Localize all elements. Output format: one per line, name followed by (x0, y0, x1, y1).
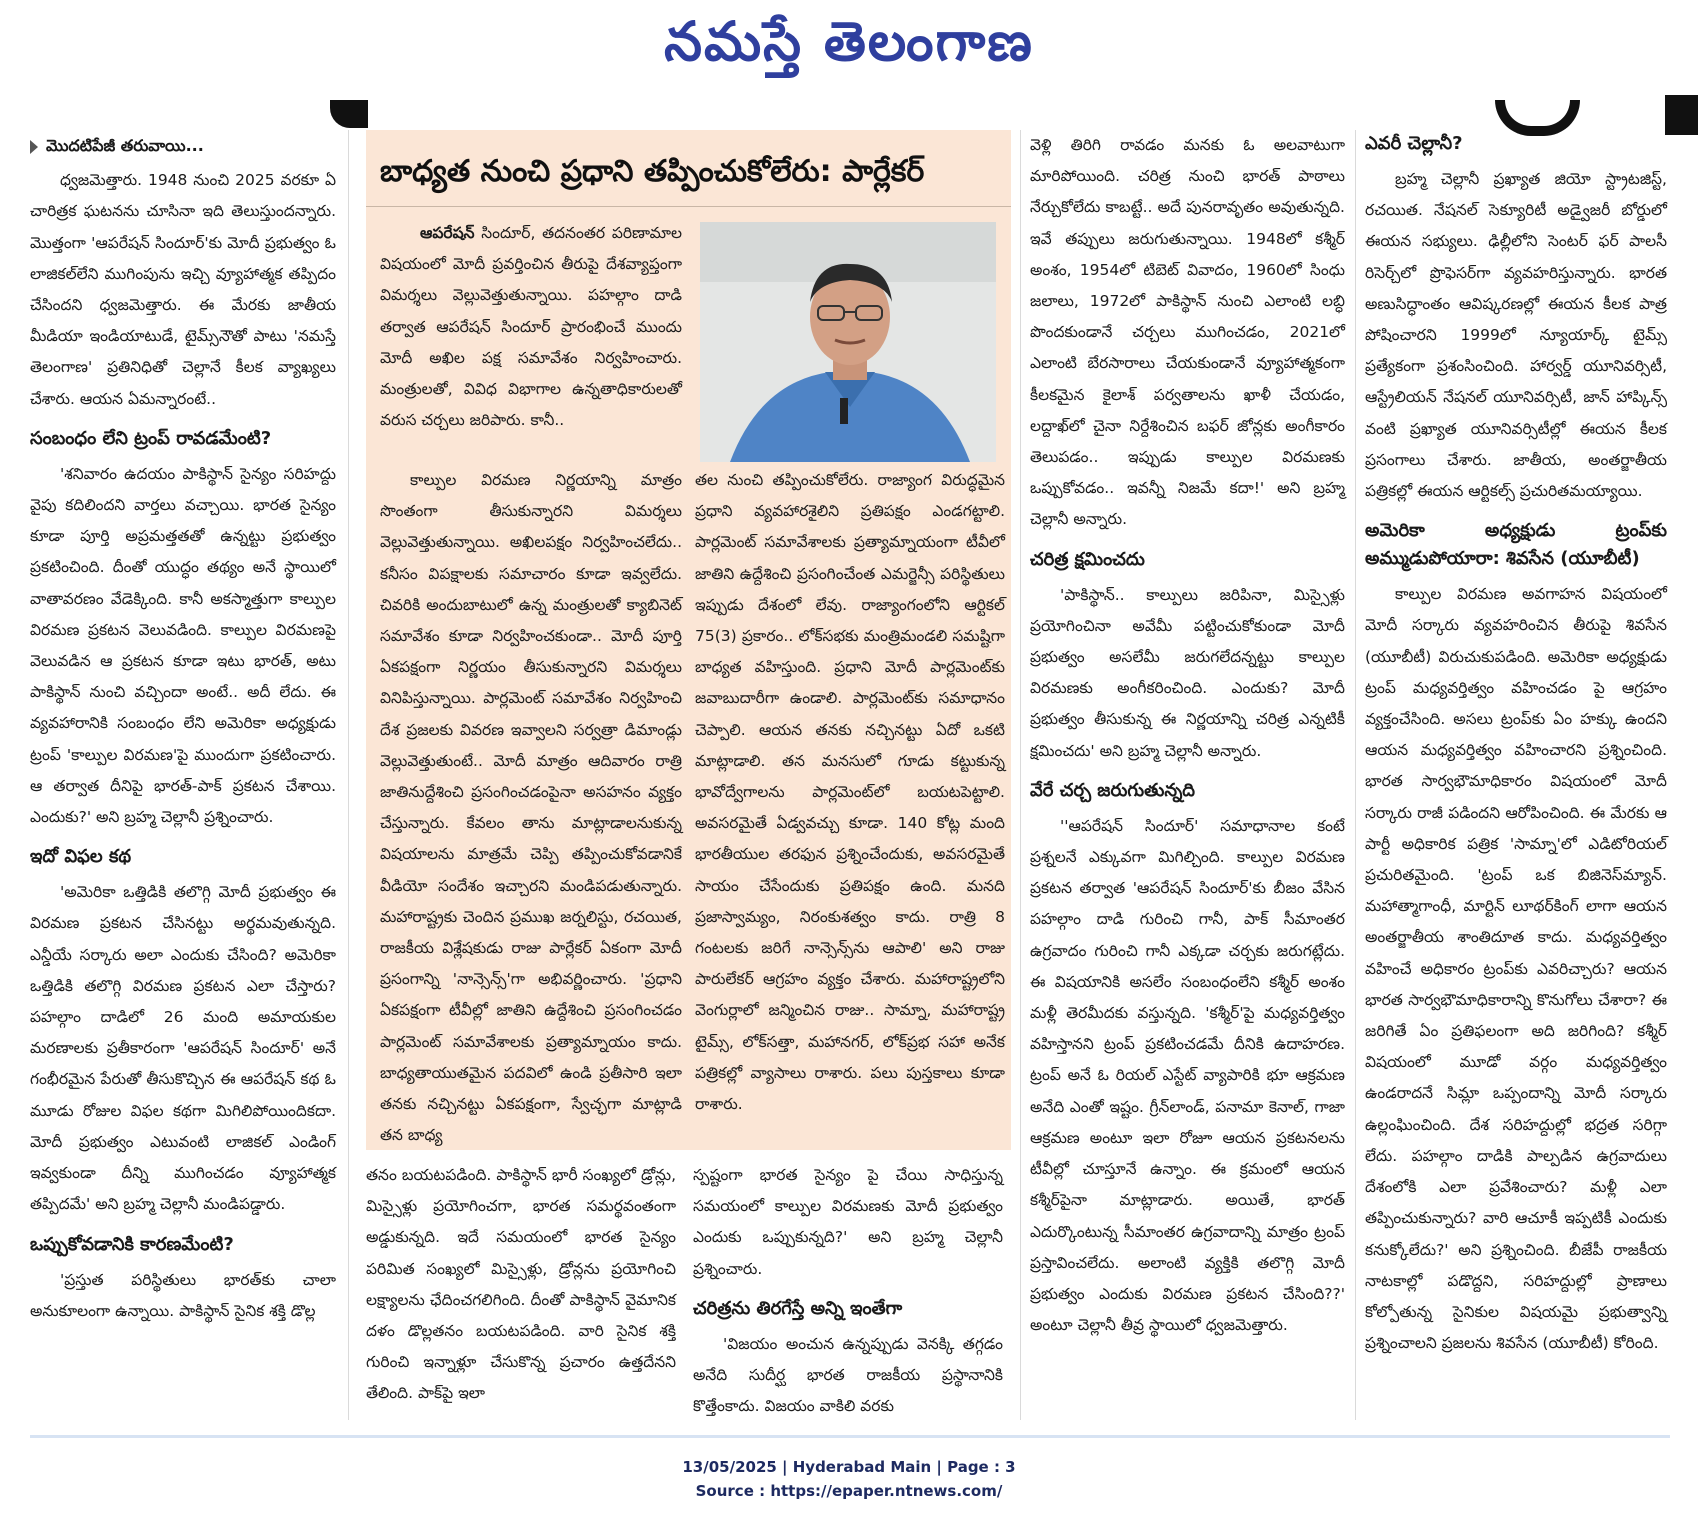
portrait-illustration (700, 222, 996, 462)
column-1 (30, 130, 336, 1327)
page-footer (0, 1455, 1698, 1503)
portrait-photo (700, 222, 996, 462)
subheading: వేరే చర్చ జరుగుతున్నది (1030, 779, 1196, 801)
footer-rule (30, 1435, 1670, 1438)
paragraph: 'విజయం అంచున ఉన్నప్పుడు వెనక్కి తగ్గడం అనేది సుదీర్ఘ భారత రాజకీయ ప్రస్థానానికి కొత్తేంకాదు. విజయం వాకిలి వరకు (693, 1334, 1003, 1416)
paragraph: స్పష్టంగా భారత సైన్యం పై చేయి సాధిస్తున్న సమయంలో కాల్పుల విరమణకు మోదీ ప్రభుత్వం ఎందుకు ఒప్పుకున్నది?' అని బ్రహ్మ చెల్లానీ ప్రశ్నించారు. (693, 1166, 1003, 1278)
lead-paragraph: ఆపరేషన్ సిందూర్, తదనంతర పరిణామాల విషయంలో మోదీ ప్రవర్తించిన తీరుపై దేశవ్యాప్తంగా విమర్శలు వెల్లువెత్తుతున్నాయి. పహల్గాం దాడి తర్వాత ఆపరేషన్ సిందూర్ ప్రారంభించే ముందు మోదీ అఖిల పక్ష సమావేశం నిర్వహించారు. మంత్రులతో, వివిధ విభాగాల ఉన్నతాధికారులతో వరుస చర్చలు జరిపారు. కానీ.. (380, 224, 682, 430)
subheading: ఇదో విఫల కథ (30, 846, 132, 868)
paragraph: బ్రహ్మ చెల్లానీ ప్రఖ్యాత జియో స్ట్రాటజిస్ట్, రచయిత. నేషనల్ సెక్యూరిటీ అడ్వైజరీ బోర్డులో ఈయన సభ్యులు. ఢిల్లీలోని సెంటర్ ఫర్ పాలసీ రిసెర్చ్‌లో ప్రొఫెసర్‌గా వ్యవహరిస్తున్నారు. భారత అణుసిద్ధాంతం ఆవిష్కరణల్లో ఈయన కీలక పాత్ర పోషించారని 1999లో న్యూయార్క్ టైమ్స్ ప్రత్యేకంగా ప్రశంసించింది. హార్వర్డ్ యూనివర్సిటీ, ఆస్ట్రేలియన్ నేషనల్ యూనివర్సిటీ, జాన్ హాప్కిన్స్ వంటి ప్రఖ్యాత యూనివర్సిటీల్లో ఈయన కీలక ప్రసంగాలు చేశారు. జాతీయ, అంతర్జాతీయ పత్రికల్లో ఈయన ఆర్టికల్స్ ప్రచురితమయ్యాయి. (1365, 170, 1667, 501)
subheading: ఒప్పుకోవడానికి కారణమేంటి? (30, 1233, 234, 1255)
arrow-icon (30, 140, 38, 154)
column-5 (1365, 130, 1667, 1359)
subheading: సంబంధం లేని ట్రంప్ రావడమేంటి? (30, 427, 272, 449)
paragraph: వెళ్లి తిరిగి రావడం మనకు ఓ అలవాటుగా మారిపోయింది. చరిత్ర నుంచి భారత్ పాఠాలు నేర్చుకోలేదు కాబట్టే.. అదే పునరావృతం అవుతున్నది. ఇవే తప్పులు జరుగుతున్నాయి. 1948లో కశ్మీర్ అంశం, 1954లో టిబెట్ వివాదం, 1960లో సింధు జలాలు, 1972లో పాకిస్థాన్ నుంచి ఎలాంటి లబ్ధి పొందకుండానే చర్చలు ముగించడం, 2021లో ఎలాంటి బేరసారాలు చేయకుండానే వ్యూహాత్మకంగా కీలకమైన కైలాశ్ పర్వతాలను ఖాళీ చేయడం, లద్దాఖ్‌లో చైనా నిర్దేశించిన బఫర్ జోన్లకు అంగీకారం తెలుపడం.. ఇప్పుడు కాల్పుల విరమణకు ఒప్పుకోవడం.. ఇవన్నీ నిజమే కదా!' అని బ్రహ్మ చెల్లానీ అన్నారు. (1030, 136, 1345, 529)
paragraph: కాల్పుల విరమణ అవగాహన విషయంలో మోదీ సర్కారు వ్యవహరించిన తీరుపై శివసేన (యూబీటీ) విరుచుకుపడింది. అమెరికా అధ్యక్షుడు ట్రంప్ మధ్యవర్తిత్వం వహించడం పై ఆగ్రహం వ్యక్తంచేసింది. అసలు ట్రంప్‌కు ఏం హక్కు ఉందని ఆయన మధ్యవర్తిత్వం వహించారని ప్రశ్నించింది. భారత సార్వభౌమాధికారం విషయంలో మోదీ సర్కారు రాజీ పడిందని ఆరోపించింది. ఈ మేరకు ఆ పార్టీ అధికారిక పత్రిక 'సామ్నా'లో ఎడిటోరియల్ ప్రచురితమైంది. 'ట్రంప్ ఒక బిజినెస్‌మ్యాన్. మహాత్మాగాంధీ, మార్టిన్ లూథర్‌కింగ్ లాగా ఆయన అంతర్జాతీయ శాంతిదూత కాదు. మధ్యవర్తిత్వం వహించే అధికారం ట్రంప్‌కు ఎవరిచ్చారు? ఆయన భారత సార్వభౌమాధికారాన్ని కొనుగోలు చేశారా? ఈ జరిగితే ఏం ప్రతిఫలంగా అది జరిగింది? కశ్మీర్ విషయంలో మూడో వర్గం మధ్యవర్తిత్వం ఉండరాదనే సిమ్లా ఒప్పందాన్ని మోదీ సర్కారు ఉల్లంఘించింది. దేశ సరిహద్దుల్లో భద్రత సరిగ్గా లేదు. పహల్గాం దాడికి పాల్పడిన ఉగ్రవాదులు దేశంలోకి ఎలా ప్రవేశించారు? మళ్లీ ఎలా తప్పించుకున్నారు? వారి ఆచూకీ ఇప్పటికీ ఎందుకు కనుక్కోలేదు?' అని ప్రశ్నించింది. బీజేపీ రాజకీయ నాటకాల్లో పడొద్దని, సరిహద్దుల్లో ప్రాణాలు కోల్పోతున్న సైనికుల విషయమై ప్రభుత్వాన్ని ప్రశ్నించాలని ప్రజలను శివసేన (యూబీటీ) కోరింది. (1365, 585, 1667, 1353)
column-divider (1020, 130, 1021, 1420)
paragraph: కాల్పుల విరమణ నిర్ణయాన్ని మాత్రం సొంతంగా తీసుకున్నారని విమర్శలు వెల్లువెత్తుతున్నాయి. అఖిలపక్షం నిర్వహించలేదు.. కనీసం విపక్షాలకు సమాచారం కూడా ఇవ్వలేదు. చివరికి అందుబాటులో ఉన్న మంత్రులతో క్యాబినెట్ సమావేశం కూడా నిర్వహించకుండా.. మోదీ పూర్తి ఏకపక్షంగా నిర్ణయం తీసుకున్నారని విమర్శలు వినిపిస్తున్నాయి. పార్లమెంట్ సమావేశం నిర్వహించి దేశ ప్రజలకు వివరణ ఇవ్వాలని సర్వత్రా డిమాండ్లు వెల్లువెత్తుతుంటే.. మోదీ మాత్రం ఆదివారం రాత్రి జాతినుద్దేశించి ప్రసంగించడంపైనా అసహనం వ్యక్తం చేస్తున్నారు. కేవలం తాను మాట్లాడాలనుకున్న విషయాలను మాత్రమే చెప్పి తప్పించుకోవడానికే వీడియో సందేశం ఇచ్చారని మండిపడుతున్నారు. మహారాష్ట్రకు చెందిన ప్రముఖ జర్నలిస్టు, రచయిత, రాజకీయ విశ్లేషకుడు రాజు పార్లేకర్ ఏకంగా మోదీ ప్రసంగాన్ని 'నాన్సెన్స్'గా అభివర్ణించారు. 'ప్రధాని ఏకపక్షంగా టీవీల్లో జాతిని ఉద్దేశించి ప్రసంగించడం పార్లమెంట్ సమావేశాలకు ప్రత్యామ్నాయం కాదు. బాధ్యతాయుతమైన పదవిలో ఉండి ప్రతీసారి ఇలా తనకు నచ్చినట్టు ఏకపక్షంగా, స్వేచ్ఛగా మాట్లాడి తన బాధ్య (380, 471, 682, 1145)
continued-from-front-page: మొదటిపేజీ తరువాయి... (30, 130, 336, 161)
box-column-2 (695, 465, 1005, 1120)
paragraph: 'శనివారం ఉదయం పాకిస్థాన్ సైన్యం సరిహద్దు వైపు కదిలిందని వార్తలు వచ్చాయి. భారత సైన్యం కూడా పూర్తి అప్రమత్తతతో ఉన్నట్టు ప్రభుత్వం ప్రకటించింది. దీంతో యుద్ధం తథ్యం అనే స్థాయిలో వాతావరణం వేడెక్కింది. కానీ అకస్మాత్తుగా కాల్పుల విరమణ ప్రకటన వెలువడింది. కాల్పుల విరమణపై వెలువడిన ఆ ప్రకటన కూడా ఇటు భారత్, అటు పాకిస్థాన్ నుంచి వచ్చిందా అంటే.. అదీ లేదు. ఈ వ్యవహారానికి సంబంధం లేని అమెరికా అధ్యక్షుడు ట్రంప్ 'కాల్పుల విరమణ'పై ముందుగా ప్రకటించారు. ఆ తర్వాత దీనిపై భారత్-పాక్ ప్రకటన చేశాయి. ఎందుకు?' అని బ్రహ్మ చెల్లానీ ప్రశ్నించారు. (30, 464, 336, 827)
headline-rule (366, 206, 1011, 207)
paragraph: ధ్వజమెత్తారు. 1948 నుంచి 2025 వరకూ ఏ చారిత్రక ఘటనను చూసినా ఇది తెలుస్తుందన్నారు. మొత్తంగా 'ఆపరేషన్ సిందూర్'కు మోదీ ప్రభుత్వం ఓ లాజికల్‌లేని ముగింపును ఇచ్చి వ్యూహాత్మక తప్పిదం చేసిందని ధ్వజమెత్తారు. ఈ మేరకు జాతీయ మీడియా ఇండియాటుడే, టైమ్స్‌నౌతో పాటు 'నమస్తే తెలంగాణ' ప్రతినిధితో చెల్లానే కీలక వ్యాఖ్యలు చేశారు. ఆయన ఏమన్నారంటే.. (30, 171, 336, 408)
paragraph: 'పాకిస్థాన్.. కాల్పులు జరిపినా, మిస్సైళ్లు ప్రయోగించినా అవేమీ పట్టించుకోకుండా మోదీ ప్రభుత్వం అసలేమీ జరుగలేదన్నట్టు కాల్పుల విరమణకు అంగీకరించింది. ఎందుకు? మోదీ ప్రభుత్వం తీసుకున్న ఈ నిర్ణయాన్ని చరిత్ర ఎన్నటికీ క్షమించదు' అని బ్రహ్మ చెల్లానీ అన్నారు. (1030, 585, 1345, 760)
source-link[interactable]: Source : https://epaper.ntnews.com/ (695, 1482, 1003, 1500)
subheading: ఎవరీ చెల్లానీ? (1365, 133, 1463, 154)
masthead (0, 0, 1698, 80)
box-headline: బాధ్యత నుంచి ప్రధాని తప్పించుకోలేరు: పార్లేకర్ (380, 154, 925, 189)
paragraph: తల నుంచి తప్పించుకోలేరు. రాజ్యాంగ విరుద్ధమైన ప్రధాని వ్యవహారశైలిని ప్రతిపక్షం ఎండగట్టాలి. పార్లమెంట్ సమావేశాలకు ప్రత్యామ్నాయంగా టీవీలో జాతిని ఉద్దేశించి ప్రసంగించేంత ఎమర్జెన్సీ పరిస్థితులు ఇప్పుడు దేశంలో లేవు. రాజ్యాంగంలోని ఆర్టికల్ 75(3) ప్రకారం.. లోక్‌సభకు మంత్రిమండలి సమష్టిగా బాధ్యత వహిస్తుంది. ప్రధాని మోదీ పార్లమెంట్‌కు జవాబుదారీగా ఉండాలి. పార్లమెంట్‌కు సమాధానం చెప్పాలి. ఆయన తనకు నచ్చినట్టు ఏదో ఒకటి మాట్లాడాలి. తన మనసులో గూడు కట్టుకున్న భావోద్వేగాలను పార్లమెంట్‌లో బయటపెట్టాలి. అవసరమైతే ఏడ్వవచ్చు కూడా. 140 కోట్ల మంది భారతీయుల తరఫున ప్రశ్నించేందుకు, అవసరమైతే సాయం చేసేందుకు ప్రతిపక్షం ఉంది. మనది ప్రజాస్వామ్యం, నిరంకుశత్వం కాదు. రాత్రి 8 గంటలకు జరిగే నాన్సెన్స్‌ను ఆపాలి' అని రాజు పారులేకర్ ఆగ్రహం వ్యక్తం చేశారు. మహారాష్ట్రలోని వెంగుర్లాలో జన్మించిన రాజు.. సామ్నా, మహారాష్ట్ర టైమ్స్, లోక్‌సత్తా, మహానగర్, లోక్‌ప్రభ సహా అనేక పత్రికల్లో వ్యాసాలు రాశారు. పలు పుస్తకాలు కూడా రాశారు. (695, 471, 1005, 1114)
paragraph: ''ఆపరేషన్ సిందూర్' సమాధానాల కంటే ప్రశ్నలనే ఎక్కువగా మిగిల్చింది. కాల్పుల విరమణ ప్రకటన తర్వాత 'ఆపరేషన్ సిందూర్'కు బీజం వేసిన పహల్గాం దాడి గురించి గానీ, పాక్ సీమాంతర ఉగ్రవాదం గురించి గానీ ఎక్కడా చర్చకు జరుగట్లేదు. ఈ విషయానికి అసలేం సంబంధంలేని కశ్మీర్ అంశం మళ్లీ తెరమీదకు వస్తున్నది. 'కశ్మీర్'పై మధ్యవర్తిత్వం వహిస్తానని ట్రంప్ ప్రకటించడమే దీనికి ఉదాహరణ. ట్రంప్ అనే ఓ రియల్ ఎస్టేట్ వ్యాపారికి భూ ఆక్రమణ అనేది ఎంతో ఇష్టం. గ్రీన్‌లాండ్, పనామా కెనాల్, గాజా ఆక్రమణ అంటూ ఇలా రోజూ ఆయన ప్రకటనలను టీవీల్లో చూస్తూనే ఉన్నాం. ఈ క్రమంలో ఆయన కశ్మీర్‌పైనా మాట్లాడారు. అయితే, భారత్ ఎదుర్కొంటున్న సీమాంతర ఉగ్రవాదాన్ని మాత్రం ట్రంప్ ప్రస్తావించలేదు. అలాంటి వ్యక్తికి తలొగ్గి మోదీ ప్రభుత్వం ఎందుకు విరమణ ప్రకటన చేసింది??' అంటూ చెల్లానీ తీవ్ర స్థాయిలో ధ్వజమెత్తారు. (1030, 816, 1345, 1335)
decorative-shape-edge (1665, 95, 1698, 135)
paragraph: తనం బయటపడింది. పాకిస్థాన్ భారీ సంఖ్యలో డ్రోన్లు, మిస్సైళ్లు ప్రయోగించగా, భారత సమర్థవంతంగా అడ్డుకున్నది. ఇదే సమయంలో భారత సైన్యం పరిమిత సంఖ్యలో మిస్సైళ్లు, డ్రోన్లను ప్రయోగించి లక్ష్యాలను ఛేదించగలిగింది. దీంతో పాకిస్థాన్ వైమానిక దళం డొల్లతనం బయటపడింది. వారి సైనిక శక్తి గురించి ఇన్నాళ్లూ చేసుకొన్న ప్రచారం ఉత్తదేనని తేలింది. పాక్‌పై ఇలా (366, 1166, 676, 1403)
subheading: చరిత్రను తిరగేస్తే అన్ని ఇంతేగా (693, 1297, 903, 1319)
column-2-bottom (366, 1160, 676, 1410)
decorative-shape-left (330, 100, 368, 128)
lead-bold-word: ఆపరేషన్ (420, 224, 475, 242)
box-column-1-top (380, 218, 682, 436)
column-3-bottom (693, 1160, 1003, 1422)
subheading: చరిత్ర క్షమించదు (1030, 548, 1145, 570)
subheading: అమెరికా అధ్యక్షుడు ట్రంప్‌కు అమ్ముడుపోయారా: శివసేన (యూబీటీ) (1365, 520, 1667, 570)
newspaper-title: నమస్తే తెలంగాణ (664, 10, 1034, 73)
column-divider (348, 130, 349, 1420)
box-column-1 (380, 465, 682, 1151)
paragraph: 'ప్రస్తుత పరిస్థితులు భారత్‌కు చాలా అనుకూలంగా ఉన్నాయి. పాకిస్థాన్ సైనిక శక్తి డొల్ల (30, 1270, 336, 1320)
column-4 (1030, 130, 1345, 1341)
column-divider (1355, 130, 1356, 1420)
paragraph: 'అమెరికా ఒత్తిడికి తలొగ్గి మోదీ ప్రభుత్వం ఈ విరమణ ప్రకటన చేసినట్టు అర్థమవుతున్నది. ఎన్డీయే సర్కారు అలా ఎందుకు చేసింది? అమెరికా ఒత్తిడికి తలొగ్గి విరమణ ప్రకటన ఎలా చేస్తారు? పహల్గాం దాడిలో 26 మంది అమాయకుల మరణాలకు ప్రతీకారంగా 'ఆపరేషన్ సిందూర్' అనే గంభీరమైన పేరుతో తీసుకొచ్చిన ఈ ఆపరేషన్ కథ ఓ మూడు రోజుల విఫల కథగా మిగిలిపోయిందికదా. మోదీ ప్రభుత్వం ఎటువంటి లాజికల్ ఎండింగ్ ఇవ్వకుండా దీన్ని ముగించడం వ్యూహాత్మక తప్పిదమే' అని బ్రహ్మ చెల్లానీ మండిపడ్డారు. (30, 883, 336, 1214)
edition-info: 13/05/2025 | Hyderabad Main | Page : 3 (682, 1458, 1016, 1476)
